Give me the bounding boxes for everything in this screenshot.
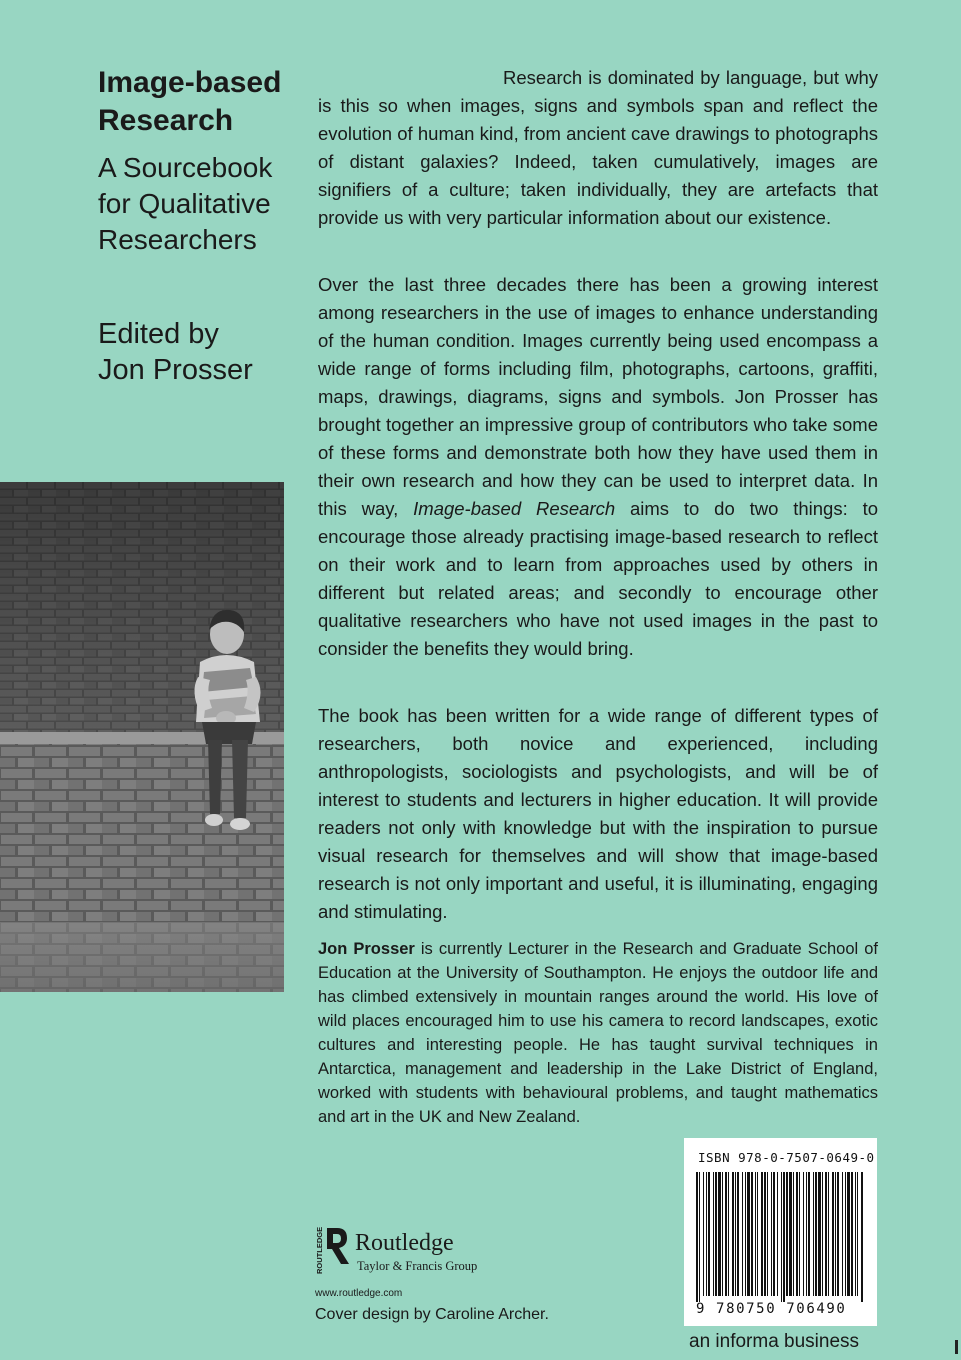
editor-line-2: Jon Prosser — [98, 354, 253, 386]
barcode-box — [684, 1138, 877, 1326]
author-bio — [318, 937, 878, 1129]
barcode-bar — [818, 1172, 821, 1296]
barcode-bar — [861, 1172, 863, 1302]
editor-line-1: Edited by — [98, 318, 219, 350]
barcode-bar — [793, 1172, 794, 1296]
barcode-bar — [847, 1172, 850, 1296]
logo-vertical-text: ROUTLEDGE — [315, 1226, 324, 1274]
barcode-bar — [803, 1172, 804, 1296]
blurb-p2-book-title: Image-based Research — [413, 498, 616, 519]
book-title — [98, 64, 281, 140]
barcode-bar — [796, 1172, 798, 1296]
barcode-bar — [747, 1172, 750, 1296]
publisher-group: Taylor & Francis Group — [357, 1259, 478, 1273]
barcode-bar — [722, 1172, 723, 1296]
barcode-bar — [742, 1172, 743, 1296]
barcode-bar — [808, 1172, 810, 1296]
barcode-digits: 9 780750 706490 — [696, 1301, 847, 1317]
barcode-bar — [718, 1172, 721, 1296]
subtitle-line-3: Researchers — [98, 224, 257, 255]
barcode-bar — [835, 1172, 836, 1296]
barcode-bar — [696, 1172, 698, 1302]
cover-design-credit: Cover design by Caroline Archer. — [315, 1306, 549, 1323]
cover-photo — [0, 482, 284, 992]
barcode-bar — [715, 1172, 717, 1296]
barcode-bars — [694, 1172, 867, 1302]
barcode-bar — [732, 1172, 734, 1296]
barcode-bar — [815, 1172, 817, 1296]
editor-credit — [98, 316, 253, 388]
routledge-logo-icon — [313, 1226, 353, 1280]
barcode-bar — [735, 1172, 736, 1296]
barcode-bar — [755, 1172, 756, 1296]
barcode-bar — [706, 1172, 707, 1296]
subtitle-line-2: for Qualitative — [98, 188, 271, 219]
title-line-1: Image-based — [98, 66, 282, 99]
barcode-bar — [745, 1172, 746, 1296]
blurb-paragraph-2 — [318, 271, 878, 663]
barcode-bar — [725, 1172, 727, 1296]
barcode-bar — [806, 1172, 807, 1296]
barcode-bar — [799, 1172, 800, 1296]
barcode-bar — [751, 1172, 753, 1296]
barcode-bar — [773, 1172, 775, 1296]
title-line-2: Research — [98, 104, 234, 137]
barcode-bar — [767, 1172, 768, 1296]
barcode-bar — [828, 1172, 829, 1296]
author-name: Jon Prosser — [318, 940, 415, 958]
blurb-p2-part-a: Over the last three decades there has been a growing interest among researchers in the use of images to enhance understanding of the human condition. Images currently being used encompass a wide range of forms including film, photographs, cartoons, graffiti, maps, drawings, diagrams, signs and symbols. Jon Prosser has brought together an impressive group of contributors who take some of these forms and demonstrate both how they have used them in their own research and how they can be used to interpret data. In this way, — [318, 274, 878, 519]
author-bio-text: is currently Lecturer in the Research and Graduate School of Education at the University of Southampton. He enjoys the outdoor life and has climbed extensively in mountain ranges around the world. His love of wild places encouraged him to use his camera to record landscapes, exotic cultures and interesting people. He has taught survival techniques in Antarctica, management and leadership in the Lake District of England, worked with students with behavioural problems, and taught mathematics and art in the UK and New Zealand. — [318, 940, 878, 1126]
barcode-bar — [771, 1172, 772, 1296]
blurb-p2-part-b: aims to do two things: to encourage those already practising image-based research to reflect on their work and to learn from approaches used by others in different but related areas; and secondly to encourage other qualitative researchers who have not used images in the past to consider the benefits they would bring. — [318, 498, 878, 659]
barcode-bar — [703, 1172, 704, 1296]
barcode-bar — [822, 1172, 823, 1296]
barcode-bar — [713, 1172, 714, 1296]
publisher-website: www.routledge.com — [315, 1288, 403, 1299]
barcode-bar — [764, 1172, 766, 1296]
barcode-bar — [845, 1172, 846, 1296]
barcode-bar — [813, 1172, 814, 1296]
barcode-bar — [789, 1172, 792, 1296]
barcode-bar — [777, 1172, 778, 1296]
barcode-bar — [786, 1172, 788, 1296]
barcode-bar — [708, 1172, 710, 1296]
barcode-bar — [699, 1172, 700, 1302]
subtitle-line-1: A Sourcebook — [98, 152, 273, 183]
barcode-bar — [781, 1172, 782, 1302]
edge-mark — [955, 1340, 958, 1354]
publisher-name: Routledge — [355, 1230, 454, 1256]
barcode-bar — [855, 1172, 856, 1296]
barcode-bar — [761, 1172, 763, 1296]
barcode-bar — [737, 1172, 739, 1296]
blurb-paragraph-3: The book has been written for a wide range of different types of researchers, both novice and experienced, including anthropologists, sociologists and psychologists, and will be of interest to students and lecturers in higher education. It will provide readers not only with knowledge but with the inspiration to pursue visual research for themselves and will show that image-based research is not only important and useful, it is illuminating, engaging and stimulating. — [318, 705, 878, 922]
barcode-bar — [783, 1172, 785, 1302]
informa-tagline: an informa business — [689, 1331, 860, 1352]
barcode-bar — [728, 1172, 729, 1296]
barcode-bar — [857, 1172, 858, 1296]
barcode-bar — [837, 1172, 839, 1296]
barcode-bar — [851, 1172, 853, 1296]
barcode-bar — [757, 1172, 758, 1296]
barcode-bar — [832, 1172, 834, 1296]
isbn-text: ISBN 978-0-7507-0649-0 — [698, 1150, 875, 1165]
blurb-paragraph-1: Research is dominated by language, but why is this so when images, signs and symbols span and reflect the evolution of human kind, from ancient cave drawings to photographs of distant galaxies? Indeed, taken cumulatively, images are signifiers of a culture; taken individually, they are artefacts that provide us with very particular information about our existence. — [318, 67, 878, 228]
book-subtitle — [98, 150, 272, 258]
boy-on-wall-photo — [0, 482, 284, 992]
barcode-bar — [825, 1172, 827, 1296]
barcode-bar — [842, 1172, 843, 1296]
